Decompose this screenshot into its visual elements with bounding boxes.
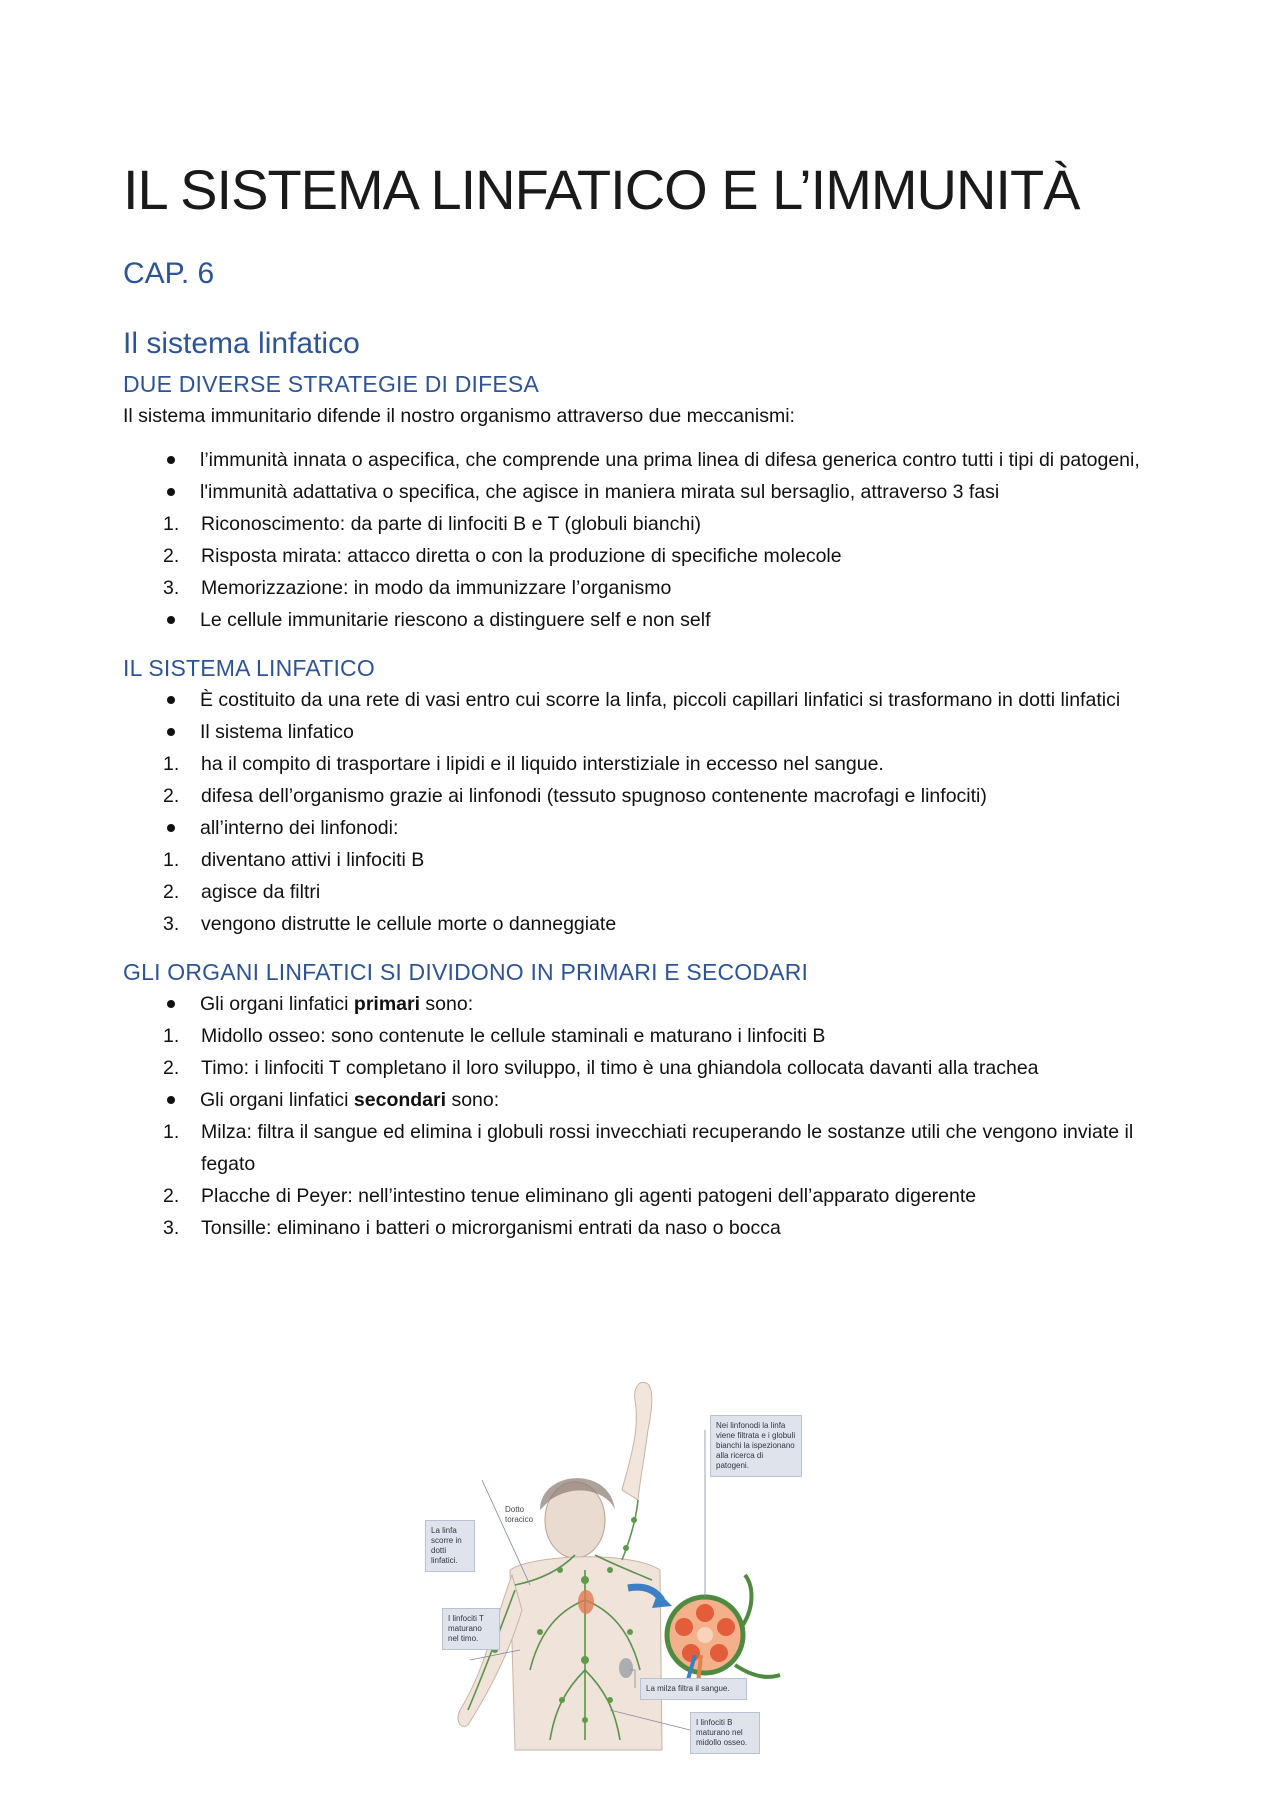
list-item: 3. Memorizzazione: in modo da immunizzare l’organismo xyxy=(163,577,672,599)
bullet-list-self xyxy=(123,604,1173,636)
bullet-icon xyxy=(167,488,175,496)
list-item: 3. vengono distrutte le cellule morte o danneggiate xyxy=(163,913,617,935)
list-item: È costituito da una rete di vasi entro cui scorre la linfa, piccoli capillari linfatici si trasformano in dotti linfatici xyxy=(123,684,1173,716)
lymphatic-system-figure xyxy=(390,1370,850,1770)
bullet-list-linfonodi xyxy=(123,812,1173,844)
page-title: IL SISTEMA LINFATICO E L’IMMUNITÀ xyxy=(123,158,1080,221)
heading-organi-linfatici: GLI ORGANI LINFATICI SI DIVIDONO IN PRIMARI E SECODARI xyxy=(123,959,809,985)
list-item: 2. Timo: i linfociti T completano il loro sviluppo, il timo è una ghiandola collocata davanti alla trachea xyxy=(163,1057,1039,1079)
list-item: 1. Milza: filtra il sangue ed elimina i globuli rossi invecchiati recuperando le sostanze utili che vengono inviate il fegato xyxy=(163,1121,1134,1175)
bullet-icon xyxy=(167,824,175,832)
list-item: 1. diventano attivi i linfociti B xyxy=(163,849,425,871)
list-item: l'immunità adattativa o specifica, che agisce in maniera mirata sul bersaglio, attraverso 3 fasi xyxy=(123,476,1173,508)
bullet-icon xyxy=(167,1000,175,1008)
section-title: Il sistema linfatico xyxy=(123,327,360,360)
list-item: 1. Riconoscimento: da parte di linfociti B e T (globuli bianchi) xyxy=(163,513,702,535)
numbered-list-fasi xyxy=(123,508,1173,604)
bullet-icon xyxy=(167,1096,175,1104)
list-item: Gli organi linfatici secondari sono: xyxy=(123,1084,1173,1116)
label-thoracic-duct: Dotto toracico xyxy=(505,1505,534,1524)
list-item: Gli organi linfatici primari sono: xyxy=(123,988,1173,1020)
callout-thymus: I linfociti T maturano nel timo. xyxy=(442,1608,500,1650)
bullet-icon xyxy=(167,456,175,464)
bullet-list-secondari xyxy=(123,1084,1173,1116)
list-item: 3. Tonsille: eliminano i batteri o microrganismi entrati da naso o bocca xyxy=(163,1217,781,1239)
list-item: 2. difesa dell’organismo grazie ai linfonodi (tessuto spugnoso contenente macrofagi e linfociti) xyxy=(163,785,987,807)
list-item: all’interno dei linfonodi: xyxy=(123,812,1173,844)
list-item: 2. agisce da filtri xyxy=(163,881,321,903)
callout-lymph-nodes: Nei linfonodi la linfa viene filtrata e i globuli bianchi la ispezionano alla ricerca di patogeni. xyxy=(710,1415,802,1477)
paragraph-intro: Il sistema immunitario difende il nostro organismo attraverso due meccanismi: xyxy=(123,405,795,427)
list-item: 2. Risposta mirata: attacco diretta o con la produzione di specifiche molecole xyxy=(163,545,842,567)
list-item: 2. Placche di Peyer: nell’intestino tenue eliminano gli agenti patogeni dell’apparato digerente xyxy=(163,1185,977,1207)
callout-spleen: La milza filtra il sangue. xyxy=(640,1678,747,1700)
bullet-icon xyxy=(167,616,175,624)
numbered-list-secondari xyxy=(123,1116,1173,1244)
heading-strategie-difesa: DUE DIVERSE STRATEGIE DI DIFESA xyxy=(123,371,540,397)
list-item: Le cellule immunitarie riescono a distinguere self e non self xyxy=(123,604,1173,636)
heading-sistema-linfatico: IL SISTEMA LINFATICO xyxy=(123,655,375,681)
bullet-list-primari xyxy=(123,988,1173,1020)
chapter-label: CAP. 6 xyxy=(123,257,215,290)
list-item: 1. Midollo osseo: sono contenute le cellule staminali e maturano i linfociti B xyxy=(163,1025,826,1047)
numbered-list-compiti xyxy=(123,748,1173,812)
list-item: 1. ha il compito di trasportare i lipidi e il liquido interstiziale in eccesso nel sangue. xyxy=(163,753,884,775)
bullet-icon xyxy=(167,728,175,736)
document-body xyxy=(123,150,1173,1244)
numbered-list-linfonodi xyxy=(123,844,1173,940)
list-item: Il sistema linfatico xyxy=(123,716,1173,748)
bullet-list-strategie xyxy=(123,444,1173,508)
numbered-list-primari xyxy=(123,1020,1173,1084)
bullet-list-linfatico xyxy=(123,684,1173,748)
list-item: l’immunità innata o aspecifica, che comprende una prima linea di difesa generica contro tutti i tipi di patogeni, xyxy=(123,444,1173,476)
callout-lymph-ducts: La linfa scorre in dotti linfatici. xyxy=(425,1520,475,1572)
callout-bone-marrow: I linfociti B maturano nel midollo osseo. xyxy=(690,1712,760,1754)
bullet-icon xyxy=(167,696,175,704)
